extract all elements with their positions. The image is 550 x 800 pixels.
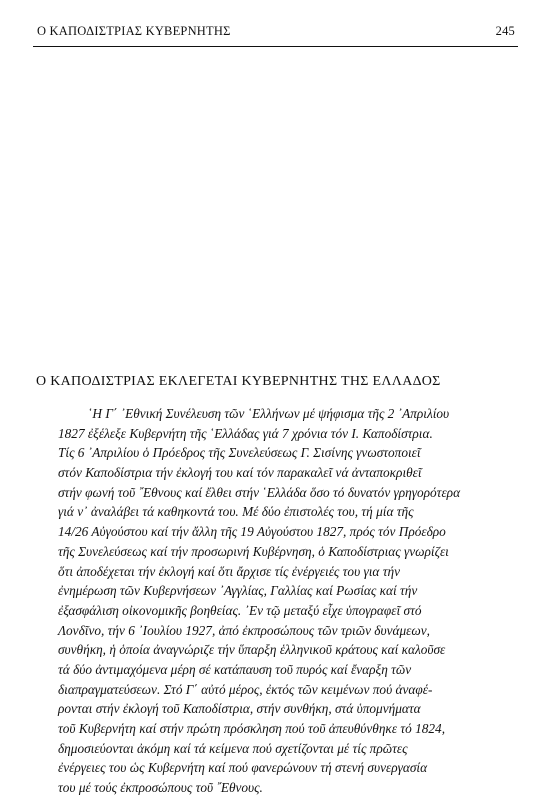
text-line: ἐνέργειες του ὡς Κυβερνήτη καί πού φανερώνουν τή στενή συνεργασία — [58, 760, 428, 776]
text-line: Τίς 6 ᾿Απριλίου ὁ Πρόεδρος τῆς Συνελεύσεως Γ. Σισίνης γνωστοποιεῖ — [58, 445, 421, 461]
text-line: στήν φωνή τοῦ ῎Εθνους καί ἔλθει στήν ῾Ελλάδα ὅσο τό δυνατόν γρηγορότερα — [58, 484, 461, 500]
text-line: ἐνημέρωση τῶν Κυβερνήσεων ᾿Αγγλίας, Γαλλίας καί Ρωσίας καί τήν — [58, 583, 418, 599]
text-line: 14/26 Αὐγούστου καί τήν ἄλλη τῆς 19 Αὐγούστου 1827, πρός τόν Πρόεδρο — [58, 524, 446, 540]
text-line: 1827 ἐξέλεξε Κυβερνήτη τῆς ῾Ελλάδας γιά 7 χρόνια τόν Ι. Καποδίστρια. — [58, 425, 433, 441]
text-line: ἐξασφάλιση οἰκονομικῆς βοηθείας. ᾿Εν τῷ μεταξύ εἶχε ὑπογραφεῖ στό — [58, 602, 422, 618]
text-line: γιά ν᾿ ἀναλάβει τά καθηκοντά του. Μέ δύο ἐπιστολές του, τή μία τῆς — [58, 504, 414, 520]
text-line: ῾Η Γ΄ ᾿Εθνική Συνέλευση τῶν ῾Ελλήνων μέ ψήφισμα τῆς 2 ᾿Απριλίου — [88, 406, 450, 421]
text-line: του μέ τούς ἐκπροσώπους τοῦ ῎Εθνους. — [58, 780, 263, 796]
text-line: τά δύο ἀντιμαχόμενα μέρη σέ κατάπαυση τοῦ πυρός καί ἔναρξη τῶν — [58, 661, 412, 677]
text-line: ὅτι ἀποδέχεται τήν ἐκλογή καί ὅτι ἄρχισε τίς ἐνέργειές του για τήν — [58, 563, 400, 579]
text-line: διαπραγματεύσεων. Στό Γ΄ αὐτό μέρος, ἐκτός τῶν κειμένων πού ἀναφέ- — [58, 681, 433, 697]
header-rule — [33, 46, 518, 47]
text-line: στόν Καποδίστρια τήν ἐκλογή του καί τόν παρακαλεῖ νά ἀνταποκριθεῖ — [58, 465, 422, 481]
section-heading: Ο ΚΑΠΟΔΙΣΤΡΙΑΣ ΕΚΛΕΓΕΤΑΙ ΚΥΒΕΡΝΗΤΗΣ ΤΗΣ ΕΛΛΑΔΟΣ — [36, 374, 441, 389]
page-number: 245 — [495, 24, 515, 38]
running-head — [37, 22, 515, 42]
text-line: δημοσιεύονται ἀκόμη καί τά κείμενα πού σχετίζονται μέ τίς πρῶτες — [58, 740, 408, 756]
text-line: ρονται στήν ἐκλογή τοῦ Καποδίστρια, στήν συνθήκη, στά ὑπομνήματα — [58, 701, 421, 717]
text-line: τῆς Συνελεύσεως καί τήν προσωρινή Κυβέρνηση, ὁ Καποδίστριας γνωρίζει — [58, 543, 449, 559]
running-head-title: Ο ΚΑΠΟΔΙΣΤΡΙΑΣ ΚΥΒΕΡΝΗΤΗΣ — [37, 24, 231, 38]
text-line: συνθήκη, ἡ ὁποία ἀναγνώριζε τήν ὕπαρξη ἑλληνικοῦ κράτους καί καλοῦσε — [58, 642, 446, 658]
text-line: Λονδῖνο, τήν 6 ᾿Ιουλίου 1927, ἀπό ἐκπροσώπους τῶν τριῶν δυνάμεων, — [58, 622, 431, 638]
text-line: τοῦ Κυβερνήτη καί στήν πρώτη πρόσκληση πού τοῦ ἀπευθύνθηκε τό 1824, — [58, 721, 446, 736]
body-paragraph — [58, 404, 518, 798]
